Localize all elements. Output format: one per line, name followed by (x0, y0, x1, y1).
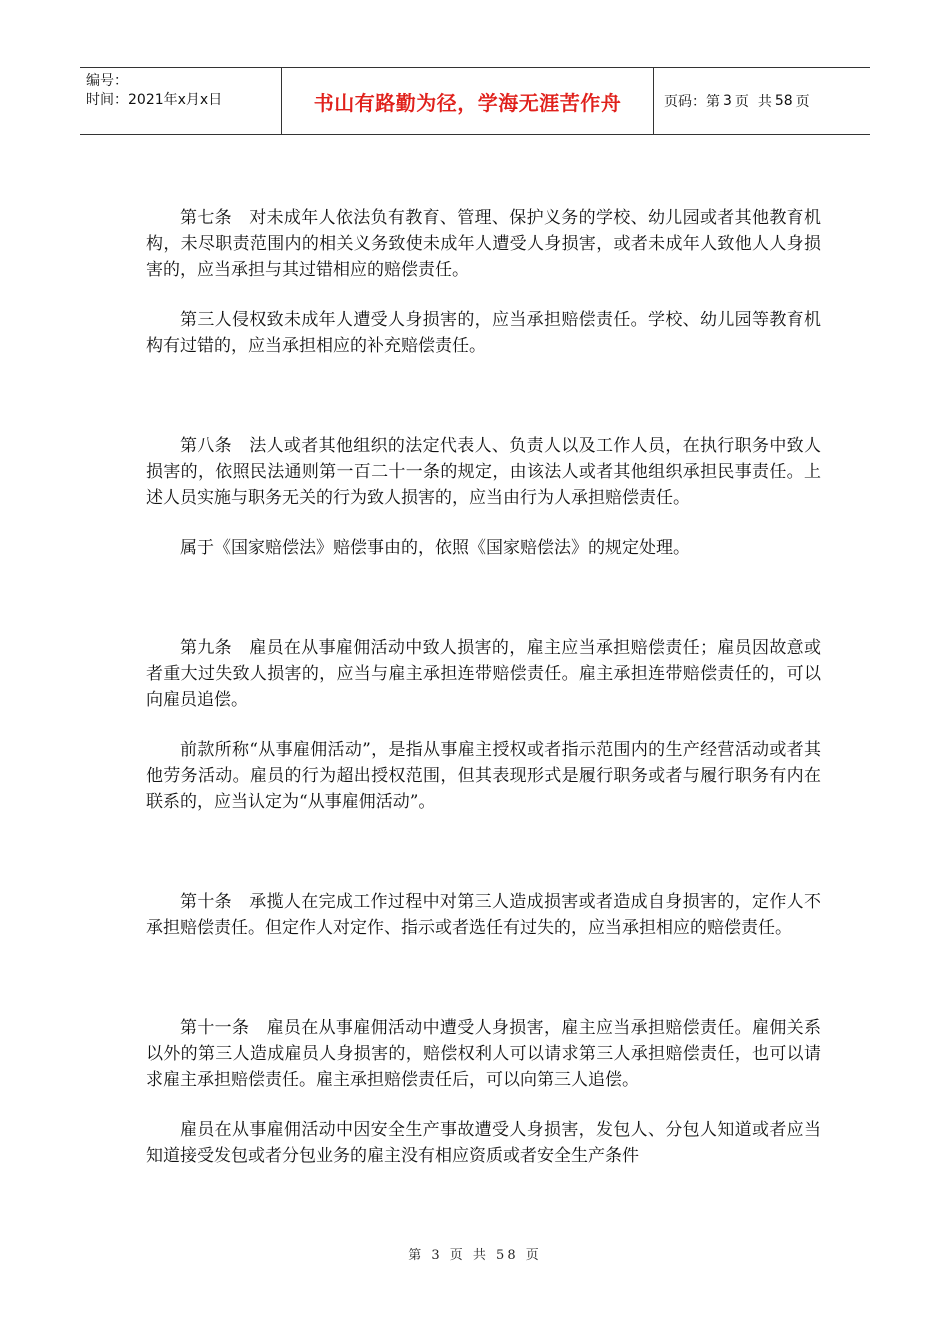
article-10-paragraph: 第十条 承揽人在完成工作过程中对第三人造成损害或者造成自身损害的，定作人不承担赔偿责任。但定作人对定作、指示或者选任有过失的，应当承担相应的赔偿责任。 (146, 892, 821, 938)
header-meta (80, 68, 282, 134)
article-7-paragraph: 第七条 对未成年人依法负有教育、管理、保护义务的学校、幼儿园或者其他教育机构，未尽职责范围内的相关义务致使未成年人遭受人身损害，或者未成年人致他人人身损害的，应当承担与其过错相应的赔偿责任。 (146, 208, 821, 280)
article-9-paragraph: 第九条 雇员在从事雇佣活动中致人损害的，雇主应当承担赔偿责任；雇员因故意或者重大过失致人损害的，应当与雇主承担连带赔偿责任。雇主承担连带赔偿责任的，可以向雇员追偿。 (146, 638, 821, 710)
page-prefix: 页码：第 (664, 94, 720, 110)
page-total: 58 (774, 93, 793, 109)
article-8-paragraph-2: 属于《国家赔偿法》赔偿事由的，依照《国家赔偿法》的规定处理。 (180, 538, 690, 558)
header-page-info (654, 68, 870, 134)
page-header (80, 67, 870, 135)
header-motto: 书山有路勤为径，学海无涯苦作舟 (313, 90, 622, 115)
document-time-label: 时间：2021年x月x日 (86, 92, 223, 108)
article-11-paragraph: 第十一条 雇员在从事雇佣活动中遭受人身损害，雇主应当承担赔偿责任。雇佣关系以外的第三人造成雇员人身损害的，赔偿权利人可以请求第三人承担赔偿责任，也可以请求雇主承担赔偿责任。雇主承担赔偿责任后，可以向第三人追偿。 (146, 1018, 821, 1090)
page-suffix: 页 (795, 94, 810, 110)
document-number-label: 编号： (86, 73, 128, 89)
article-9-paragraph-2: 前款所称“从事雇佣活动”，是指从事雇主授权或者指示范围内的生产经营活动或者其他劳务活动。雇员的行为超出授权范围，但其表现形式是履行职务或者与履行职务有内在联系的，应当认定为“从事雇佣活动”。 (146, 740, 821, 812)
article-11-paragraph-2: 雇员在从事雇佣活动中因安全生产事故遭受人身损害，发包人、分包人知道或者应当知道接受发包或者分包业务的雇主没有相应资质或者安全生产条件 (146, 1120, 821, 1166)
document-body (146, 205, 821, 1169)
page-current: 3 (723, 93, 732, 109)
page-footer: 第 3 页 共 58 页 (408, 1248, 542, 1263)
article-7-paragraph-2: 第三人侵权致未成年人遭受人身损害的，应当承担赔偿责任。学校、幼儿园等教育机构有过错的，应当承担相应的补充赔偿责任。 (146, 310, 821, 356)
header-motto-cell (282, 68, 654, 134)
article-8-paragraph: 第八条 法人或者其他组织的法定代表人、负责人以及工作人员，在执行职务中致人损害的，依照民法通则第一百二十一条的规定，由该法人或者其他组织承担民事责任。上述人员实施与职务无关的行为致人损害的，应当由行为人承担赔偿责任。 (146, 436, 821, 508)
page-mid: 页 共 (734, 94, 772, 110)
